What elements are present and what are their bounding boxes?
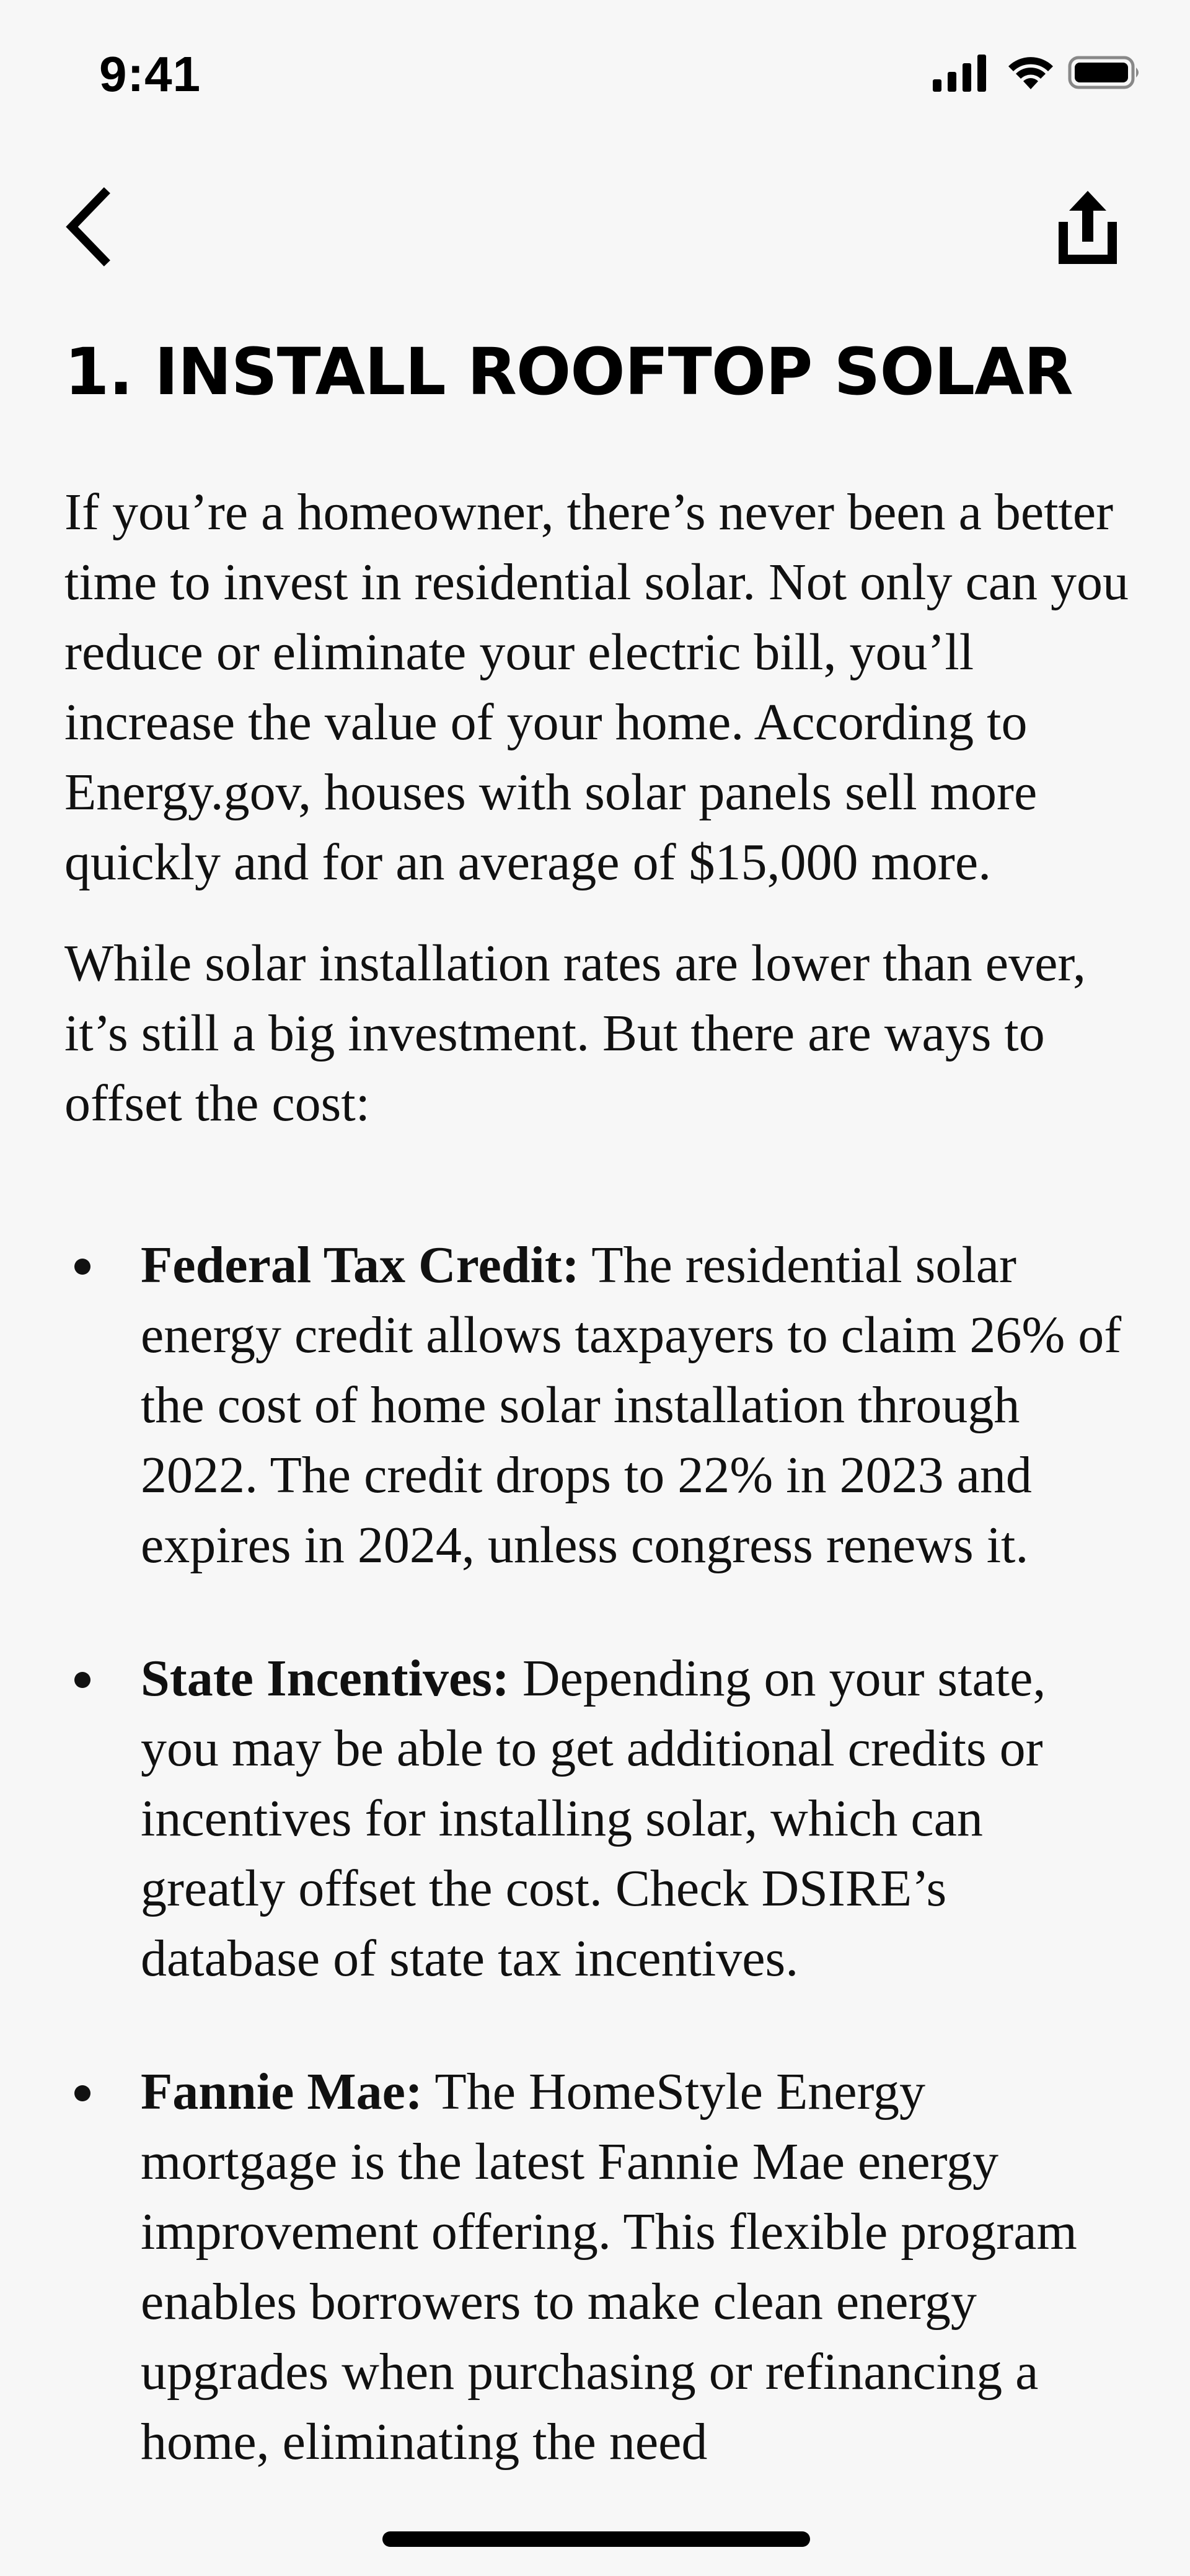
nav-bar xyxy=(0,161,1190,273)
signal-icon xyxy=(933,55,989,92)
share-button[interactable] xyxy=(1047,174,1128,266)
bullet-text: Depending on your state, you may be able to get additional credits or incentives for installing solar, which can greatly offset the cost. Check DSIRE’s database of state tax incentives. xyxy=(141,1650,1046,1987)
bullet-text: The residential solar energy credit allows taxpayers to claim 26% of the cost of home solar installation through 2022. The credit drops to 22% in 2023 and expires in 2024, unless congress renews it. xyxy=(141,1236,1122,1574)
wifi-icon xyxy=(1006,53,1056,90)
bullet-term: Federal Tax Credit: xyxy=(141,1236,580,1294)
home-indicator[interactable] xyxy=(382,2531,810,2547)
bullet-text: The HomeStyle Energy mortgage is the latest Fannie Mae energy improvement offering. This flexible program enables borrowers to make clean energy upgrades when purchasing or refinancing a home, eliminating the need xyxy=(141,2063,1077,2471)
bullet-icon xyxy=(74,1259,90,1275)
status-bar xyxy=(0,0,1190,146)
list-item-state-incentives xyxy=(64,1643,1130,1994)
article-content xyxy=(64,322,1130,2477)
share-icon xyxy=(1047,174,1128,266)
article-paragraph-intro: If you’re a homeowner, there’s never been a better time to invest in residential solar. Not only can you reduce or eliminate your electric bill, you’ll increase the value of your home. According to Energy.gov, houses with solar panels sell more quickly and for an average of $15,000 more. xyxy=(64,483,1129,891)
bullet-term: State Incentives: xyxy=(141,1650,509,1707)
article-paragraph-cost: While solar installation rates are lower than ever, it’s still a big investment. But there are ways to offset the cost: xyxy=(64,934,1086,1132)
battery-icon xyxy=(1068,56,1142,89)
bullet-icon xyxy=(74,2085,90,2101)
list-item-federal-tax-credit xyxy=(64,1230,1130,1580)
status-time: 9:41 xyxy=(99,46,201,102)
incentives-list xyxy=(64,1230,1130,2477)
article-title: 1. INSTALL ROOFTOP SOLAR xyxy=(64,334,1073,410)
bullet-term: Fannie Mae: xyxy=(141,2063,423,2121)
status-icons xyxy=(927,51,1144,94)
list-item-fannie-mae xyxy=(64,2057,1130,2477)
back-button[interactable] xyxy=(57,174,125,266)
chevron-left-icon xyxy=(57,174,125,266)
bullet-icon xyxy=(74,1672,90,1688)
